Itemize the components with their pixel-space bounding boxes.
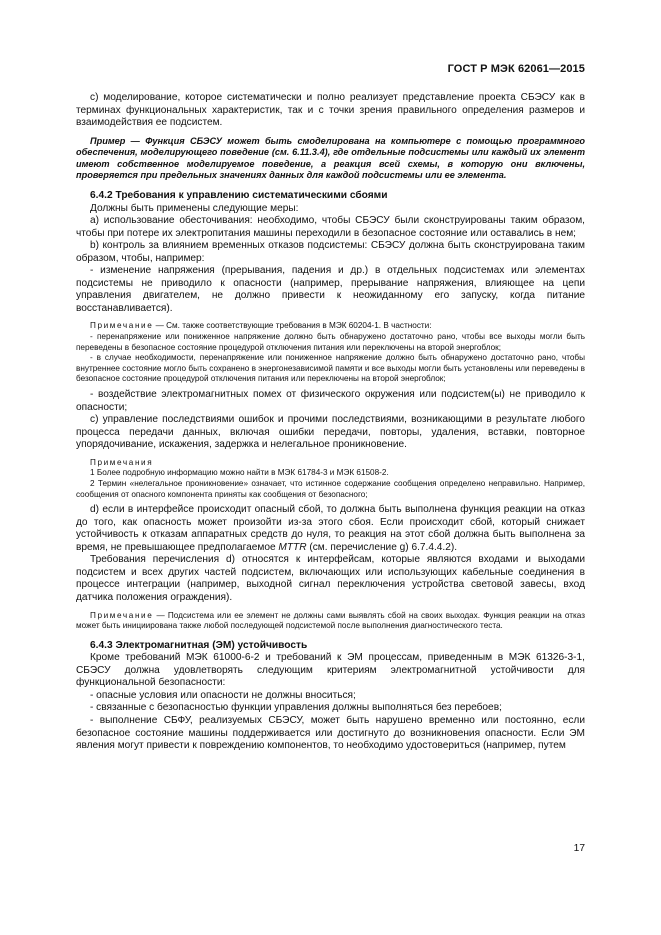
paragraph-em-requirements: Кроме требований МЭК 61000-6-2 и требований к ЭМ процессам, приведенным в МЭК 61326-3-1, СБЭСУ должна удовлетворять следующим критериям электромагнитной устойчивости для функциональной безопасности: (76, 652, 585, 689)
list-item-uninterrupted: - связанные с безопасностью функции управления должны выполняться без перебоев; (90, 702, 502, 714)
paragraph-voltage-change: - изменение напряжения (прерывания, падения и др.) в отдельных подсистемах или элементах подсистемы не приводило к опасности (например, прерывание напряжения, влияющее на цепи управления двигателем, не должно привести к неожиданному его запуску, когда питание восстанавливается). (76, 265, 585, 314)
paragraph-d-interfaces-scope: Требования перечисления d) относятся к интерфейсам, которые являются входами и выходами подсистем и всех других частей подсистем, включающих или использующих кабельные соединения в процессе интеграции (например, выходной сигнал переключения устройства световой завесы, вход датчика положения ограждения). (76, 554, 585, 603)
paragraph-a-deenergization: a) использование обесточивания: необходимо, чтобы СБЭСУ были сконструированы таким образом, чтобы при потере их электропитания машины переходили в безопасное состояние или оставались в нем; (76, 215, 585, 239)
document-body (76, 92, 585, 753)
paragraph-c-data-transmission: c) управление последствиями ошибок и прочими последствиями, возникающими в результате любого процесса передачи данных, включая ошибки передачи, повторы, удаления, вставки, повторное упорядочивание, искажения, задержка и нелегальное проникновение. (76, 414, 585, 451)
note-item-nonvolatile: - в случае необходимости, перенапряжение или пониженное напряжение должно быть обнаружено достаточно рано, чтобы внутреннее состояние могло быть сохранено в энергонезависимой памяти и все выходы могли быть установлены или переведены в безопасное состояние процедурой отключения питания или переключены на второй энергоблок; (76, 353, 585, 384)
note-text: — Подсистема или ее элемент не должны сами выявлять сбой на своих выходах. Функция реакции на отказ может быть инициирована также любой последующей подсистемой после выполнения диагностического теста. (76, 610, 585, 631)
list-item-sfcu-disruption: - выполнение СБФУ, реализуемых СБЭСУ, может быть нарушено временно или постоянно, если безопасное состояние машины поддерживается или достигнуто до возникновения опасности. Если ЭМ явления могут привести к повреждению компонентов, то необходимо удостовериться (например, путем (76, 715, 585, 752)
list-item-no-hazards: - опасные условия или опасности не должны вноситься; (90, 689, 356, 701)
paragraph-b-temporary-faults: b) контроль за влиянием временных отказов подсистемы: СБЭСУ должна быть сконструирована таким образом, чтобы, например: (76, 240, 585, 264)
paragraph-c-modeling: c) моделирование, которое систематически и полно реализует представление проекта СБЭСУ как в терминах функциональных характеристик, так и с точки зрения правильного определения размеров и взаимодействия ее подсистем. (76, 92, 585, 129)
example-paragraph: Пример — Функция СБЭСУ может быть смоделирована на компьютере с помощью программного обеспечения, моделирующего поведение (см. 6.11.3.4), где отдельные подсистемы или каждый их элемент имеют собственное моделируемое поведение, а реакция всей схемы, в которую они включены, проверяется при предельных значениях данных для каждой подсистемы или ее элемента. (76, 135, 585, 181)
note-label: Примечание (90, 321, 154, 331)
page-number: 17 (573, 843, 585, 854)
section-heading-6-4-3: 6.4.3 Электромагнитная (ЭМ) устойчивость (90, 639, 308, 651)
document-header: ГОСТ Р МЭК 62061—2015 (447, 63, 585, 75)
notes-label: Примечания (90, 457, 154, 467)
note-2-masquerade: 2 Термин «нелегальное проникновение» означает, что истинное содержание сообщения определено неправильно. Например, сообщения от опасного компонента приняты как сообщения от безопасного; (76, 478, 585, 499)
mttr-term: MTTR (278, 541, 307, 553)
note-text: — См. также соответствующие требования в МЭК 60204-1. В частности: (153, 321, 432, 331)
section-heading-6-4-2: 6.4.2 Требования к управлению систематическими сбоями (90, 190, 388, 202)
note-subsystem-outputs (76, 611, 585, 632)
note-item-overvoltage: - перенапряжение или пониженное напряжение должно быть обнаружено достаточно рано, чтобы все выходы могли быть переведены в безопасное состояние процедурой отключения питания или переключены на второй энергоблок; (76, 332, 585, 352)
note-label: Примечание (90, 610, 154, 620)
paragraph-d-interface-fault: d) если в интерфейсе происходит опасный сбой, то должна быть выполнена функция реакции на отказ до того, как опасность может произойти из-за этого сбоя. Если происходит сбой, который снижает устойчивость к отказам аппаратных средств до нуля, то реакция на этот сбой должна быть выполнена за время, не превышающее предполагаемое MTTR (см. перечисление g) 6.7.4.4.2). (76, 504, 585, 553)
note-60204 (76, 321, 585, 332)
note-1-reference: 1 Более подробную информацию можно найти в МЭК 61784-3 и МЭК 61508-2. (90, 468, 389, 478)
paragraph-em-interference: - воздействие электромагнитных помех от физического окружения или подсистем(ы) не приводило к опасности; (76, 389, 585, 413)
paragraph-measures-intro: Должны быть применены следующие меры: (90, 202, 299, 214)
